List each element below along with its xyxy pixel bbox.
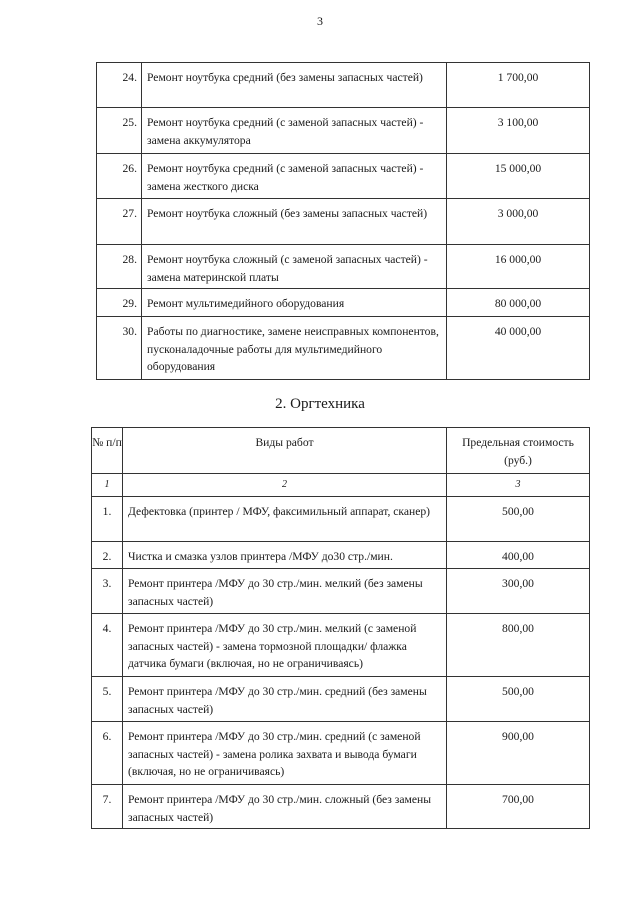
row-description: Ремонт принтера /МФУ до 30 стр./мин. мелкий (с заменой запасных частей) - замена тормозной площадки/ флажка датчика бумаги (включая, но не ограничиваясь)	[123, 614, 447, 677]
row-number: 24.	[97, 63, 142, 108]
row-number: 7.	[92, 785, 123, 829]
row-number: 6.	[92, 722, 123, 785]
table-row	[97, 289, 590, 317]
table-row	[92, 497, 590, 542]
row-number: 28.	[97, 245, 142, 289]
row-description: Ремонт принтера /МФУ до 30 стр./мин. сложный (без замены запасных частей)	[123, 785, 447, 829]
column-index: 1	[92, 474, 123, 497]
table-header-row	[92, 428, 590, 474]
header-works: Виды работ	[123, 428, 447, 474]
row-number: 30.	[97, 317, 142, 380]
column-index-row	[92, 474, 590, 497]
row-price: 15 000,00	[447, 154, 590, 199]
column-index: 2	[123, 474, 447, 497]
page-number: 3	[317, 14, 323, 28]
office-equipment-table	[91, 427, 590, 829]
row-price: 300,00	[447, 569, 590, 614]
row-description: Дефектовка (принтер / МФУ, факсимильный аппарат, сканер)	[123, 497, 447, 542]
table-row	[92, 677, 590, 722]
row-price: 500,00	[447, 677, 590, 722]
row-price: 400,00	[447, 542, 590, 569]
table-row	[97, 245, 590, 289]
row-description: Ремонт мультимедийного оборудования	[142, 289, 447, 317]
row-description: Ремонт ноутбука сложный (с заменой запасных частей) - замена материнской платы	[142, 245, 447, 289]
laptop-repair-table	[96, 62, 590, 380]
table-row	[97, 63, 590, 108]
row-number: 29.	[97, 289, 142, 317]
row-description: Ремонт принтера /МФУ до 30 стр./мин. мелкий (без замены запасных частей)	[123, 569, 447, 614]
header-num: № п/п	[92, 428, 123, 474]
row-price: 80 000,00	[447, 289, 590, 317]
row-description: Ремонт ноутбука средний (без замены запасных частей)	[142, 63, 447, 108]
row-price: 1 700,00	[447, 63, 590, 108]
row-description: Ремонт принтера /МФУ до 30 стр./мин. средний (без замены запасных частей)	[123, 677, 447, 722]
row-price: 3 000,00	[447, 199, 590, 245]
row-description: Чистка и смазка узлов принтера /МФУ до30 стр./мин.	[123, 542, 447, 569]
table-row	[92, 722, 590, 785]
row-price: 800,00	[447, 614, 590, 677]
row-number: 25.	[97, 108, 142, 154]
row-number: 27.	[97, 199, 142, 245]
header-price: Предельная стоимость (руб.)	[447, 428, 590, 474]
row-number: 3.	[92, 569, 123, 614]
section-heading: 2. Оргтехника	[275, 396, 365, 412]
table-row	[97, 317, 590, 380]
row-number: 1.	[92, 497, 123, 542]
table-row	[92, 614, 590, 677]
row-price: 700,00	[447, 785, 590, 829]
table-row	[92, 569, 590, 614]
row-price: 900,00	[447, 722, 590, 785]
row-number: 4.	[92, 614, 123, 677]
row-price: 16 000,00	[447, 245, 590, 289]
row-description: Ремонт принтера /МФУ до 30 стр./мин. средний (с заменой запасных частей) - замена ролика захвата и вывода бумаги (включая, но не ограничиваясь)	[123, 722, 447, 785]
row-description: Ремонт ноутбука сложный (без замены запасных частей)	[142, 199, 447, 245]
row-description: Работы по диагностике, замене неисправных компонентов, пусконаладочные работы для мультимедийного оборудования	[142, 317, 447, 380]
table-row	[97, 199, 590, 245]
row-description: Ремонт ноутбука средний (с заменой запасных частей) - замена жесткого диска	[142, 154, 447, 199]
row-price: 3 100,00	[447, 108, 590, 154]
row-number: 26.	[97, 154, 142, 199]
row-number: 2.	[92, 542, 123, 569]
row-description: Ремонт ноутбука средний (с заменой запасных частей) - замена аккумулятора	[142, 108, 447, 154]
row-number: 5.	[92, 677, 123, 722]
row-price: 500,00	[447, 497, 590, 542]
table-row	[97, 108, 590, 154]
table-row	[92, 785, 590, 829]
row-price: 40 000,00	[447, 317, 590, 380]
column-index: 3	[447, 474, 590, 497]
table-row	[92, 542, 590, 569]
table-row	[97, 154, 590, 199]
